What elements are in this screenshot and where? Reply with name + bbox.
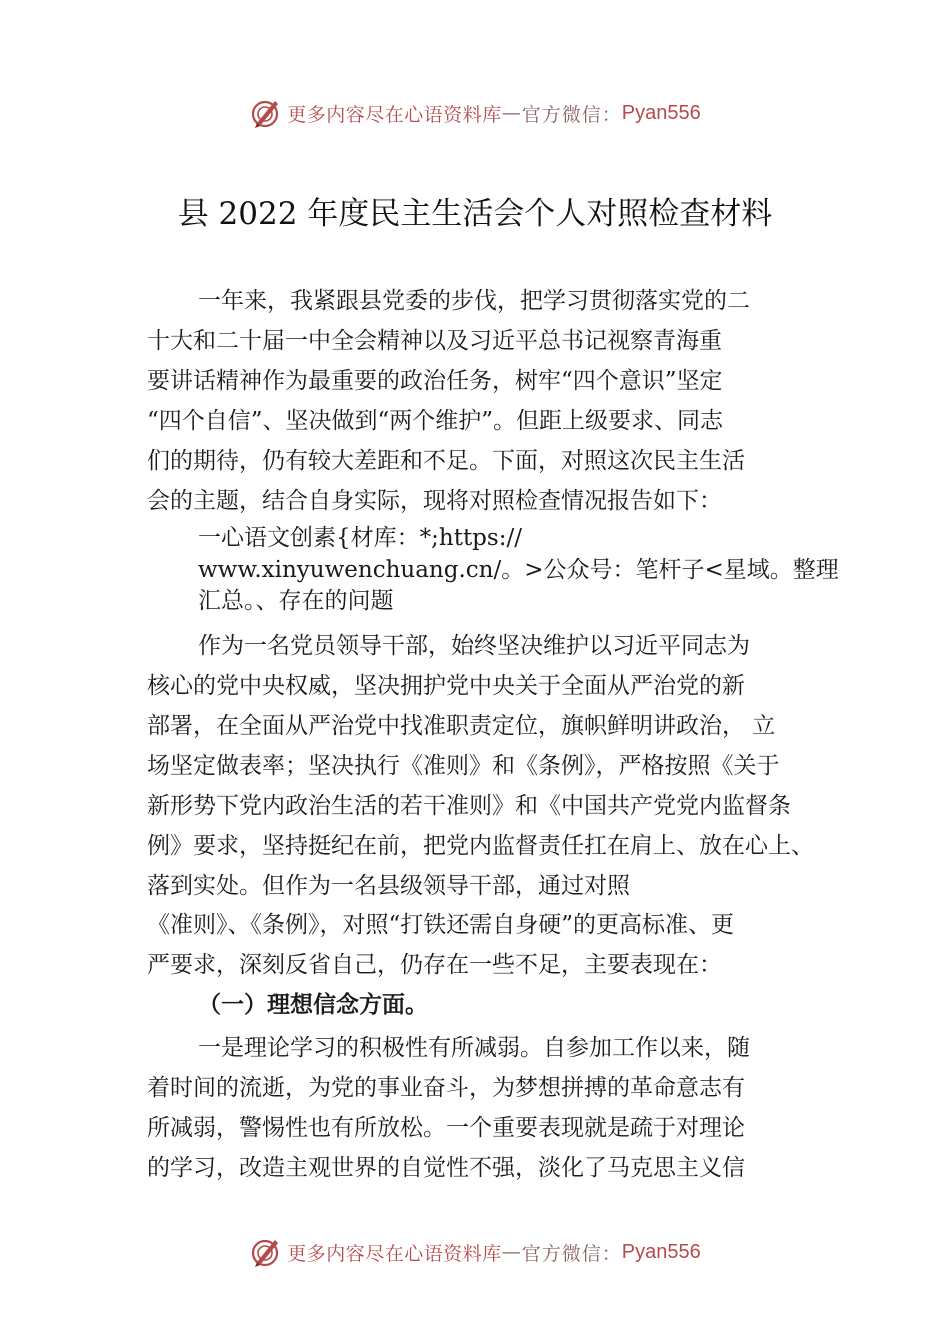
paragraph-line: www.xinyuwenchuang.cn/。>公众号：笔杆子<星域。整理 bbox=[198, 557, 839, 583]
paragraph-line: 部署，在全面从严治党中找准职责定位，旗帜鲜明讲政治， 立 bbox=[147, 713, 776, 739]
document-title: 县 2022 年度民主生活会个人对照检查材料 bbox=[177, 196, 773, 232]
paragraph-line: 一心语文创素{材库：*;https:// bbox=[198, 525, 522, 551]
banner-text: 更多内容尽在心语资料库 bbox=[287, 1242, 502, 1265]
paragraph-line: 一年来，我紧跟县党委的步伐，把学习贯彻落实党的二 bbox=[198, 288, 750, 314]
banner-dash: — bbox=[501, 1241, 522, 1263]
header-watermark-banner bbox=[0, 93, 950, 133]
banner-text: 更多内容尽在心语资料库 bbox=[287, 103, 502, 126]
paragraph-line: 要讲话精神作为最重要的政治任务，树牢“四个意识”坚定 bbox=[147, 368, 723, 394]
paragraph-line: 一是理论学习的积极性有所减弱。自参加工作以来，随 bbox=[198, 1035, 750, 1061]
banner-wechat-id: Pyan556 bbox=[621, 101, 701, 124]
pen-seal-logo-icon bbox=[249, 97, 281, 129]
paragraph-line: 核心的党中央权威，坚决拥护党中央关于全面从严治党的新 bbox=[147, 673, 745, 699]
paragraph-line: 新形势下党内政治生活的若干准则》和《中国共产党党内监督条 bbox=[147, 793, 791, 819]
paragraph-line: 所减弱，警惕性也有所放松。一个重要表现就是疏于对理论 bbox=[147, 1115, 745, 1141]
paragraph-line: 严要求，深刻反省自己，仍存在一些不足，主要表现在： bbox=[147, 952, 722, 978]
banner-contact-label: 官方微信： bbox=[521, 103, 622, 126]
banner-contact-label: 官方微信： bbox=[521, 1242, 622, 1265]
footer-watermark-banner bbox=[0, 1232, 950, 1272]
paragraph-line: 作为一名党员领导干部，始终坚决维护以习近平同志为 bbox=[198, 633, 750, 659]
paragraph-line: 例》要求，坚持挺纪在前，把党内监督责任扛在肩上、放在心上、 bbox=[147, 833, 814, 859]
paragraph-line: 们的期待，仍有较大差距和不足。下面，对照这次民主生活 bbox=[147, 448, 745, 474]
banner-wechat-id: Pyan556 bbox=[621, 1240, 701, 1263]
banner-dash: — bbox=[501, 102, 522, 124]
paragraph-line: 的学习，改造主观世界的自觉性不强，淡化了马克思主义信 bbox=[147, 1155, 745, 1181]
paragraph-line: 着时间的流逝，为党的事业奋斗，为梦想拼搏的革命意志有 bbox=[147, 1075, 745, 1101]
paragraph-line: 十大和二十届一中全会精神以及习近平总书记视察青海重 bbox=[147, 328, 722, 354]
paragraph-line: “四个自信”、坚决做到“两个维护”。但距上级要求、同志 bbox=[147, 408, 724, 434]
paragraph-line: 《准则》、《条例》，对照“打铁还需自身硬”的更高标准、更 bbox=[147, 912, 735, 938]
paragraph-line: 落到实处。但作为一名县级领导干部，通过对照 bbox=[147, 873, 630, 899]
paragraph-line: 汇总。、存在的问题 bbox=[198, 588, 394, 614]
paragraph-line: 场坚定做表率；坚决执行《准则》和《条例》，严格按照《关于 bbox=[147, 753, 780, 779]
pen-seal-logo-icon bbox=[249, 1236, 281, 1268]
section-heading: （一）理想信念方面。 bbox=[198, 991, 428, 1018]
paragraph-line: 会的主题，结合自身实际，现将对照检查情况报告如下： bbox=[147, 488, 722, 514]
